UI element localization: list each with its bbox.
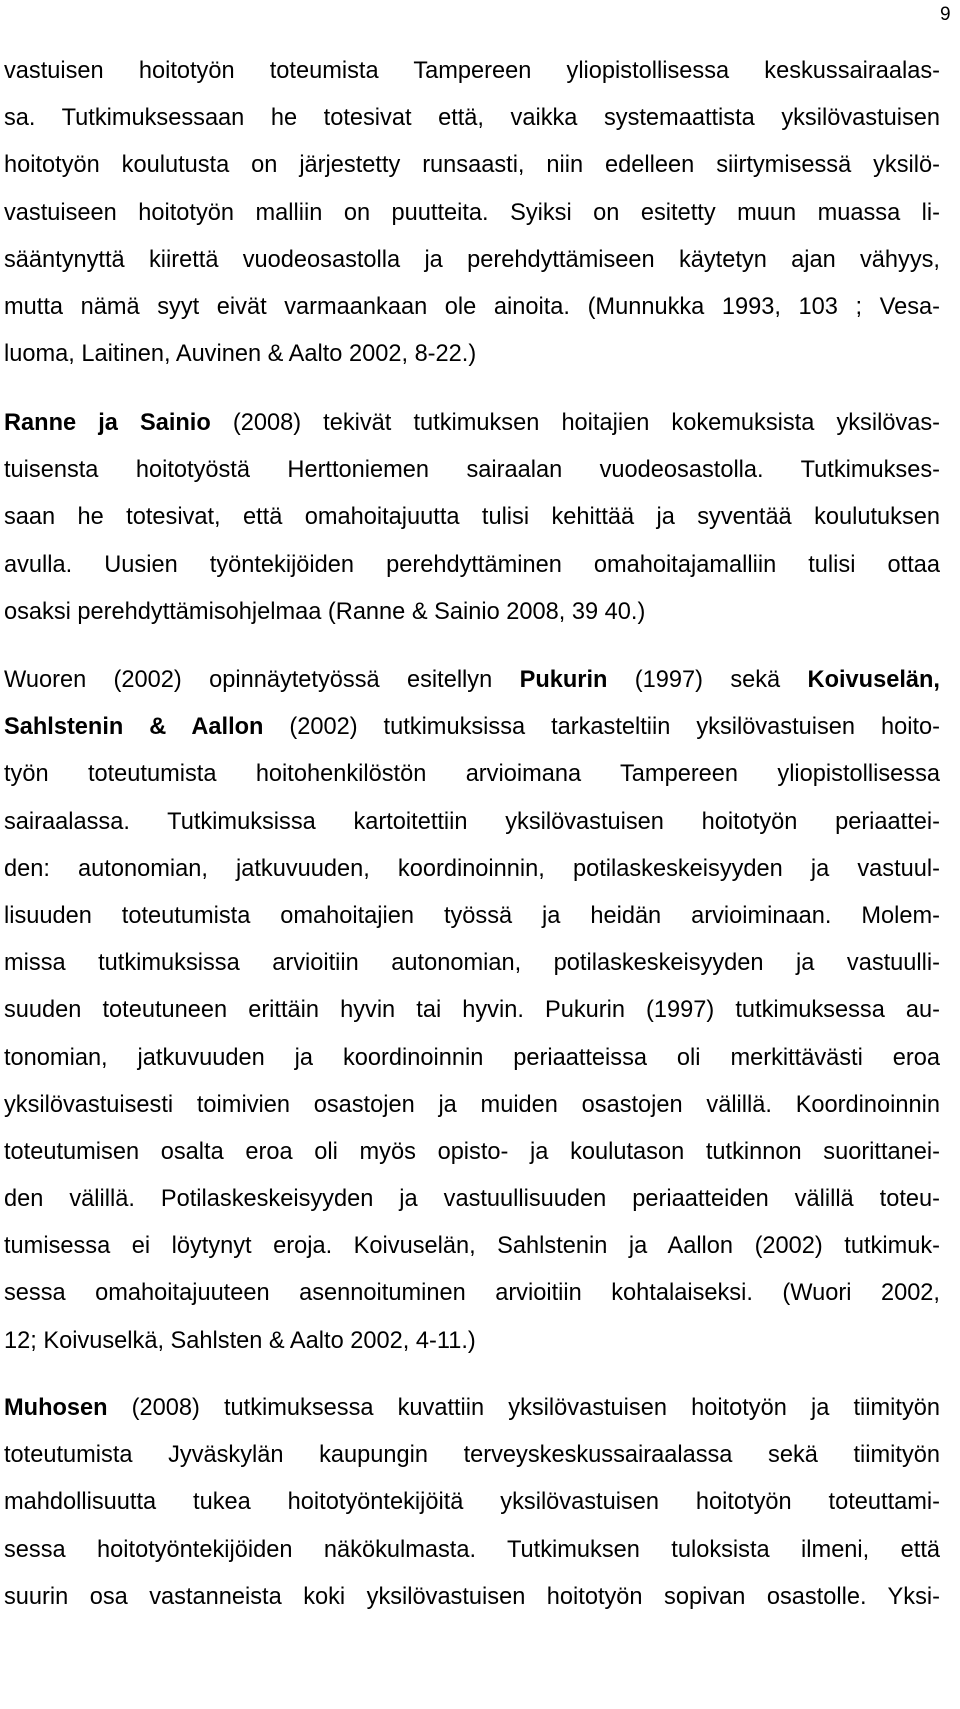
text-line: 12; Koivuselkä, Sahlsten & Aalto 2002, 4-11.) [4,1327,476,1354]
text-line: saan he totesivat, että omahoitajuutta tulisi kehittää ja syventää koulutuksen [4,504,940,531]
text-line: tonomian, jatkuvuuden ja koordinoinnin periaatteissa oli merkittävästi eroa [4,1044,940,1071]
text-line [0,704,940,751]
paragraph-4 [0,1385,960,1621]
text-line: sessa omahoitajuuteen asennoituminen arvioitiin kohtalaiseksi. (Wuori 2002, [4,1280,940,1307]
text-line: työn toteutumista hoitohenkilöstön arvioimana Tampereen yliopistollisessa [4,761,940,788]
page-number: 9 [940,4,951,25]
text-line: avulla. Uusien työntekijöiden perehdyttäminen omahoitajamalliin tulisi ottaa [4,551,940,578]
text-line: mahdollisuutta tukea hoitotyöntekijöitä yksilövastuisen hoitotyön toteuttami- [4,1489,940,1516]
text-line [0,400,940,447]
text-line: toteutumisen osalta eroa oli myös opisto- ja koulutason tutkinnon suorittanei- [4,1138,940,1165]
text-line: suurin osa vastanneista koki yksilövastuisen hoitotyön sopivan osastolle. Yksi- [4,1583,940,1610]
author-name: Ranne ja Sainio [4,410,211,436]
text-line: toteutumista Jyväskylän kaupungin terveyskeskussairaalassa sekä tiimityön [4,1442,940,1469]
text-line [0,1385,940,1432]
paragraph-1 [0,48,960,378]
text-segment: (2002) tutkimuksissa tarkasteltiin yksilövastuisen hoito- [263,714,940,741]
text-segment: Wuoren (2002) opinnäytetyössä esitellyn [4,667,520,693]
text-line: lisuuden toteutumista omahoitajien työssä ja heidän arvioiminaan. Molem- [4,902,940,929]
paragraph-2 [0,400,960,636]
text-segment: (1997) sekä [607,667,808,693]
text-segment: (2008) tutkimuksessa kuvattiin yksilövastuisen hoitotyön ja tiimityön [107,1395,940,1421]
author-name: Muhosen [4,1395,108,1421]
text-line: sairaalassa. Tutkimuksissa kartoitettiin yksilövastuisen hoitotyön periaattei- [4,808,940,835]
text-line: tuisensta hoitotyöstä Herttoniemen sairaalan vuodeosastolla. Tutkimukses- [4,457,940,484]
text-line: missa tutkimuksissa arvioitiin autonomian, potilaskeskeisyyden ja vastuulli- [4,950,940,977]
text-line: hoitotyön koulutusta on järjestetty runsaasti, niin edelleen siirtymisessä yksilö- [4,152,940,179]
text-line: vastuiseen hoitotyön malliin on puutteita. Syiksi on esitetty muun muassa li- [4,199,940,226]
paragraph-3 [0,657,960,1365]
text-line: tumisessa ei löytynyt eroja. Koivuselän, Sahlstenin ja Aallon (2002) tutkimuk- [4,1233,940,1260]
text-line [0,657,940,704]
text-line: suuden toteutuneen erittäin hyvin tai hyvin. Pukurin (1997) tutkimuksessa au- [4,997,940,1024]
text-line: sääntynyttä kiirettä vuodeosastolla ja perehdyttämiseen käytetyn ajan vähyys, [4,246,940,273]
author-name: Pukurin [519,667,608,693]
text-line: den: autonomian, jatkuvuuden, koordinoinnin, potilaskeskeisyyden ja vastuul- [4,855,940,882]
text-line: vastuisen hoitotyön toteumista Tampereen yliopistollisessa keskussairaalas- [4,58,940,84]
text-line: yksilövastuisesti toimivien osastojen ja muiden osastojen välillä. Koordinoinnin [4,1091,940,1118]
text-line: mutta nämä syyt eivät varmaankaan ole ainoita. (Munnukka 1993, 103 ; Vesa- [4,293,940,320]
author-name: Koivuselän, [807,667,940,693]
text-line: den välillä. Potilaskeskeisyyden ja vastuullisuuden periaatteiden välillä toteu- [4,1186,940,1213]
text-line: luoma, Laitinen, Auvinen & Aalto 2002, 8-22.) [4,341,477,368]
text-segment: (2008) tekivät tutkimuksen hoitajien kokemuksista yksilövas- [210,410,941,436]
text-line: osaksi perehdyttämisohjelmaa (Ranne & Sainio 2008, 39 40.) [4,598,646,625]
author-name: Sahlstenin & Aallon [4,714,264,741]
text-line: sa. Tutkimuksessaan he totesivat että, vaikka systemaattista yksilövastuisen [4,105,940,132]
text-line: sessa hoitotyöntekijöiden näkökulmasta. Tutkimuksen tuloksista ilmeni, että [4,1536,940,1563]
